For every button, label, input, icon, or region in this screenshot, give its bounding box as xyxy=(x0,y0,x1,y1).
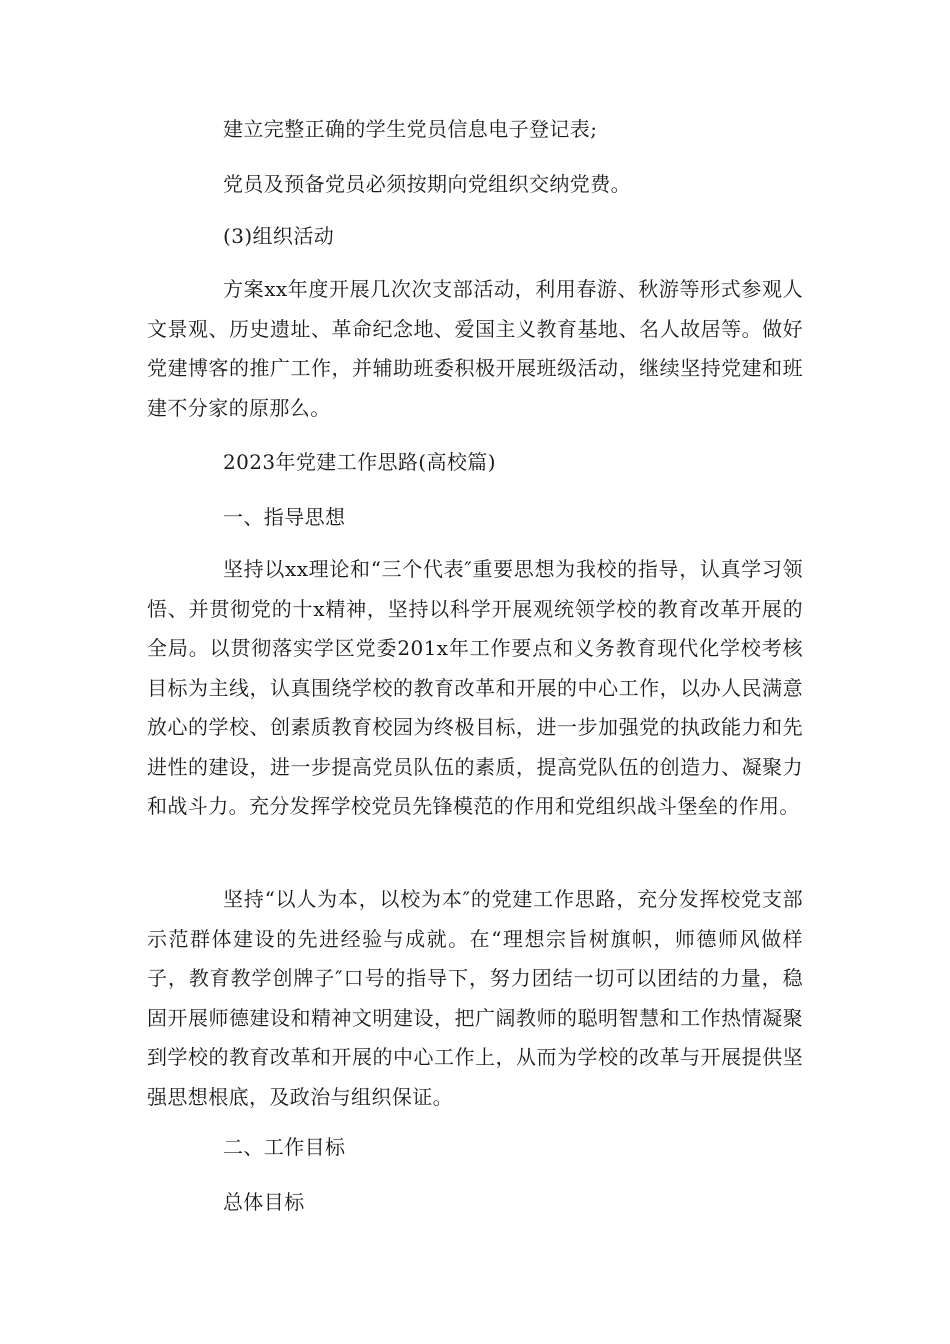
paragraph-activities-plan: 方案xx年度开展几次次支部活动，利用春游、秋游等形式参观人文景观、历史遗址、革命纪念地、爱国主义教育基地、名人故居等。做好党建博客的推广工作，并辅助班委积极开展班级活动，继续坚持党建和班建不分家的原那么。 xyxy=(147,277,803,420)
paragraph-registry: 建立完整正确的学生党员信息电子登记表; xyxy=(223,117,598,141)
heading-work-goals: 二、工作目标 xyxy=(223,1135,346,1159)
paragraph-party-dues: 党员及预备党员必须按期向党组织交纳党费。 xyxy=(223,172,631,196)
paragraph-guiding-ideology: 坚持以xx理论和“三个代表″重要思想为我校的指导，认真学习领悟、并贯彻党的十x精神，坚持以科学开展观统领学校的教育改革开展的全局。以贯彻落实学区党委201x年工作要点和义务教育现代化学校考核目标为主线，认真围绕学校的教育改革和开展的中心工作，以办人民满意放心的学校、创素质教育校园为终极目标，进一步加强党的执政能力和先进性的建设，进一步提高党员队伍的素质，提高党队伍的创造力、凝聚力和战斗力。充分发挥学校党员先锋模范的作用和党组织战斗堡垒的作用。 xyxy=(147,557,803,818)
paragraph-work-philosophy: 坚持“以人为本，以校为本″的党建工作思路，充分发挥校党支部示范群体建设的先进经验与成就。在“理想宗旨树旗帜，师德师风做样子，教育教学创牌子″口号的指导下，努力团结一切可以团结的力量，稳固开展师德建设和精神文明建设，把广阔教师的聪明智慧和工作热情凝聚到学校的教育改革和开展的中心工作上，从而为学校的改革与开展提供坚强思想根底，及政治与组织保证。 xyxy=(147,887,803,1109)
heading-guiding-ideology: 一、指导思想 xyxy=(223,505,346,529)
heading-overall-goal: 总体目标 xyxy=(223,1190,305,1214)
heading-organize-activities: (3)组织活动 xyxy=(223,224,335,248)
heading-work-ideas-title: 2023年党建工作思路(高校篇) xyxy=(223,450,496,474)
